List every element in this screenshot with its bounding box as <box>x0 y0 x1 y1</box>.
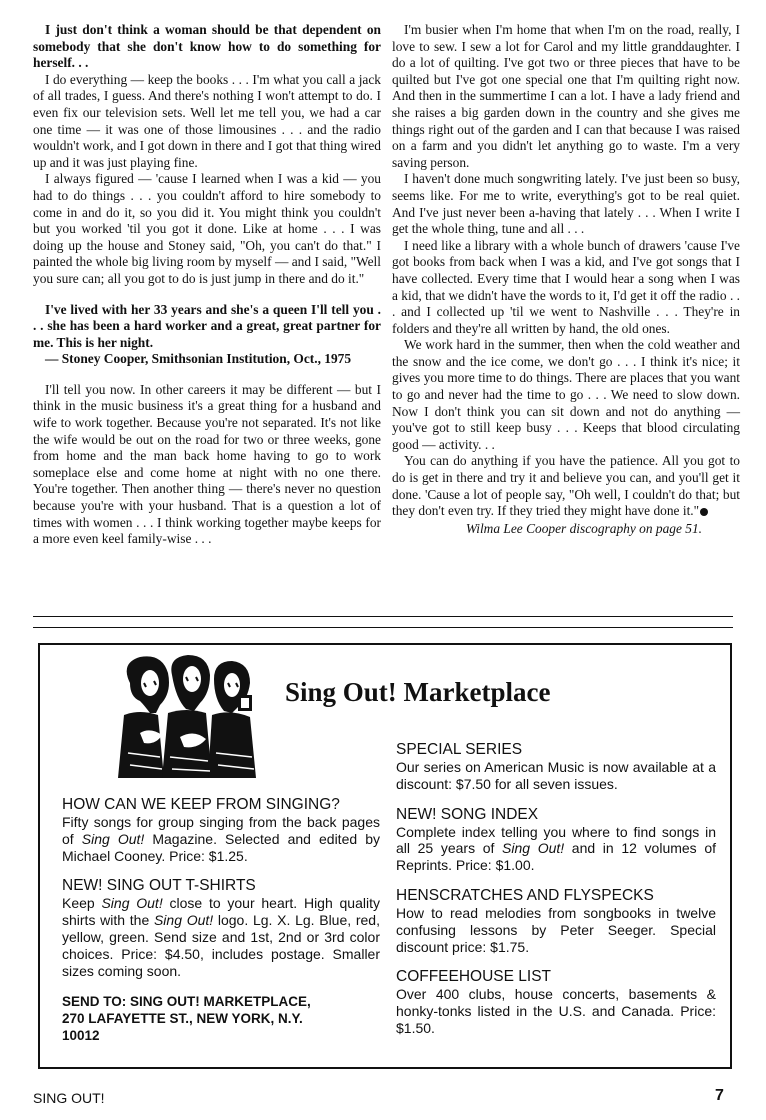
item-description: Keep Sing Out! close to your heart. High quality shirts with the Sing Out! logo. Lg. X. Lg. Blue, red, yellow, green. Send size and 1st, 2nd or 3rd color choices. Price: $4.50, includes postage. Smaller sizes coming soon. <box>62 895 380 979</box>
singers-woodcut-illustration <box>110 653 260 778</box>
quote-attribution: — Stoney Cooper, Smithsonian Institution, Oct., 1975 <box>45 351 352 367</box>
item-description: Over 400 clubs, house concerts, basements & honky-tonks listed in the U.S. and Canada. Price: $1.50. <box>396 986 716 1036</box>
marketplace-item <box>396 740 716 793</box>
divider <box>33 616 733 617</box>
marketplace-item <box>396 886 716 955</box>
marketplace-item <box>62 795 380 864</box>
page-number: 7 <box>715 1087 724 1104</box>
end-mark-icon <box>700 508 708 516</box>
pull-quote-stoney: I've lived with her 33 years and she's a queen I'll tell you . . . she has been a hard worker and a great, great partner for me. This is her night. <box>33 301 381 350</box>
marketplace-item <box>62 876 380 979</box>
marketplace-item <box>396 805 716 874</box>
item-description: Complete index telling you where to find songs in all 25 years of Sing Out! and in 12 volumes of Reprints. Price: $1.00. <box>396 823 716 874</box>
pull-quote-wilma: I just don't think a woman should be that dependent on somebody that she don't know how to do something for herself. . . <box>33 22 381 71</box>
article-paragraph-final: You can do anything if you have the patience. All you got to do is get in there and try it and believe you can, and you'll get it done. 'Cause a lot of people say, "Oh well, I couldn't do that; but they don't even try. If they tried they might have done it." <box>392 453 740 519</box>
item-heading: NEW! SING OUT T-SHIRTS <box>62 877 256 895</box>
publication-footer: SING OUT! <box>33 1090 105 1106</box>
divider <box>33 627 733 628</box>
item-heading: HENSCRATCHES AND FLYSPECKS <box>396 886 654 904</box>
marketplace-left-column <box>62 795 380 1044</box>
marketplace-ad <box>38 643 732 1069</box>
item-heading: HOW CAN WE KEEP FROM SINGING? <box>62 796 340 813</box>
article-paragraph: I need like a library with a whole bunch of drawers 'cause I've got books from back when I was a kid, and I've got songs that I have collected. Every time that I would hear a song when I was a kid, that we didn't have the words to it, I'd get it off the radio . . . and I collected up 'til we went to Nashville . . . They're in folders and they're all written by hand, the old ones. <box>392 237 740 336</box>
marketplace-right-column <box>396 740 716 1049</box>
article-paragraph: I'll tell you now. In other careers it may be different — but I think in the music business it's a great thing for a husband and wife to work together. Because you're not separated. It's not like the wife would be out on the road for two or three weeks, gone from home and the man back home having to go to work someplace else and come home at night with no one there. You're together. Then another thing — there's never no question because you're with your husband. That is a question a lot of times with women . . . I think working together maybe keeps for a more even keel family-wise . . . <box>33 381 381 547</box>
item-heading: COFFEEHOUSE LIST <box>396 968 552 986</box>
marketplace-title: Sing Out! Marketplace <box>285 677 551 707</box>
article-left-column <box>33 22 381 548</box>
article-paragraph: We work hard in the summer, then when the cold weather and the snow and the ice come, we don't go . . . I think it's nice; it gives you more time to do things. There are places that you want to go and never had the time to go . . . We need to slow down. Now I don't think you can sit down and not do anything — you've got to still keep busy . . . Keeps that blood circulating good — activity. . . <box>392 337 740 452</box>
marketplace-item <box>396 967 716 1036</box>
article-paragraph: I do everything — keep the books . . . I'm what you call a jack of all trades, I guess. And there's nothing I won't attempt to do. I even fix our television sets. Well let me tell you, we had a car one time — it was one of those limousines . . . and the radio wouldn't work, and I got down in there and I got that thing wired up and it was just playing fine. <box>33 71 381 170</box>
article-paragraph: I haven't done much songwriting lately. I've just been so busy, seems like. For me to write, everything's got to be real quiet. And I've just never been a-having that lately . . . When I write I get the whole thing, tune and all . . . <box>392 171 740 237</box>
mailing-address: SEND TO: SING OUT! MARKETPLACE, 270 LAFAYETTE ST., NEW YORK, N.Y. 10012 <box>62 994 311 1044</box>
item-description: Fifty songs for group singing from the back pages of Sing Out! Magazine. Selected and edited by Michael Cooney. Price: $1.25. <box>62 814 380 864</box>
article-paragraph: I'm busier when I'm home that when I'm on the road, really, I love to sew. I sew a lot for Carol and my little granddaughter. I do a lot of quilting. I've got two or three pieces that have to be quilted but I've got one special one that I'm quilting right now. And then in the summertime I can a lot. I have a lady friend and she raises a big garden down in the country and she gives me things right out of the garden and I can that because I was raised on a farm and you didn't let anything go to waste. I'm a very saving person. <box>392 22 740 170</box>
item-description: Our series on American Music is now available at a discount: $7.50 for all seven issues. <box>396 759 716 792</box>
item-description: How to read melodies from songbooks in twelve confusing lessons by Peter Seeger. Special discount price: $1.75. <box>396 904 716 955</box>
article-right-column <box>392 22 740 537</box>
article-paragraph: I always figured — 'cause I learned when I was a kid — you had to do things . . . you couldn't afford to hire somebody to come in and do it, so you did it. You might think you couldn't but you worked 'til you got it done. Like at home . . . I was doing up the house and Stoney said, "Oh, you can't do that." I painted the whole big living room by myself — and I said, "Well you sure can; all you got to do is just jump in there and do it." <box>33 171 381 286</box>
discography-note: Wilma Lee Cooper discography on page 51. <box>465 520 702 536</box>
item-heading: NEW! SONG INDEX <box>396 805 539 823</box>
item-heading: SPECIAL SERIES <box>396 741 523 758</box>
